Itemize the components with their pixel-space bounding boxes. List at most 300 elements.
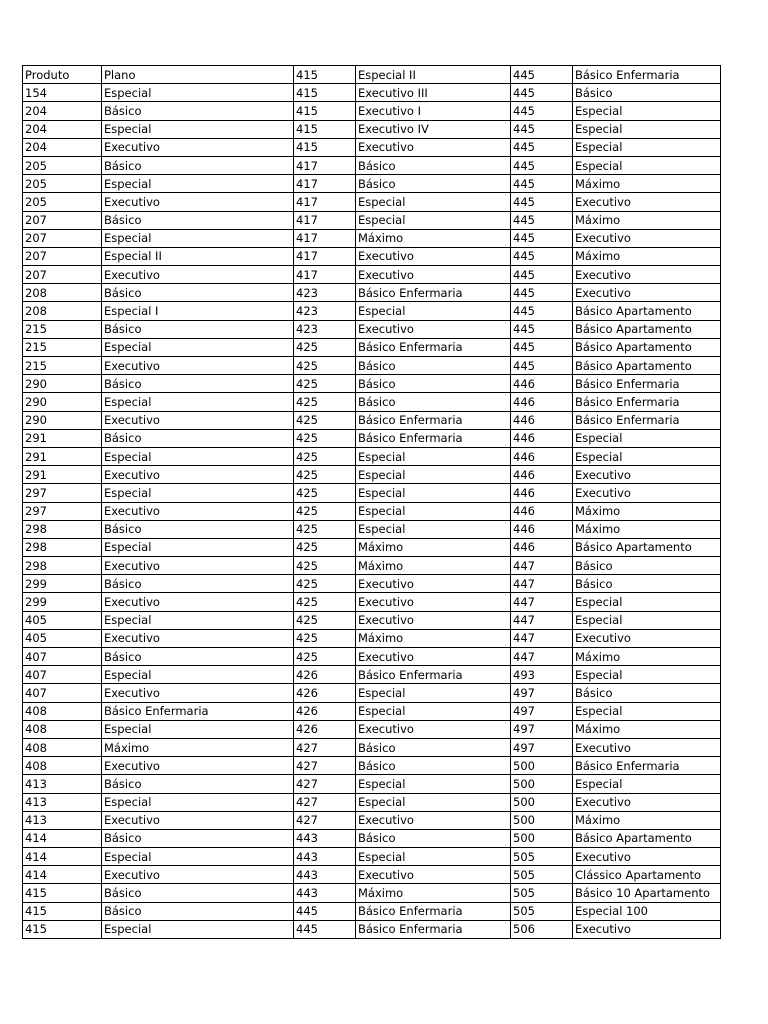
plano-cell: Especial [102, 666, 294, 684]
table-row [23, 902, 721, 920]
plano-cell: Executivo [573, 229, 721, 247]
produto-cell: 407 [23, 684, 102, 702]
plano-cell: Básico Apartamento [573, 302, 721, 320]
plano-cell: Máximo [573, 720, 721, 738]
plano-cell: Especial [573, 102, 721, 120]
plano-cell: Executivo [573, 284, 721, 302]
produto-cell: 207 [23, 247, 102, 265]
produto-cell: 445 [294, 920, 356, 938]
plano-cell: Especial I [102, 302, 294, 320]
produto-cell: 500 [511, 811, 573, 829]
plano-cell: Máximo [573, 211, 721, 229]
produto-cell: 427 [294, 757, 356, 775]
produto-cell: 425 [294, 629, 356, 647]
plano-cell: Executivo [356, 593, 511, 611]
table-row [23, 102, 721, 120]
table-row [23, 884, 721, 902]
produto-cell: 405 [23, 611, 102, 629]
produto-cell: 414 [23, 829, 102, 847]
produto-cell: 204 [23, 138, 102, 156]
plano-cell: Especial [356, 447, 511, 465]
plano-cell: Máximo [573, 520, 721, 538]
plano-cell: Máximo [573, 502, 721, 520]
plano-cell: Especial II [102, 247, 294, 265]
produto-cell: 426 [294, 720, 356, 738]
plano-cell: Executivo [356, 811, 511, 829]
produto-cell: 425 [294, 429, 356, 447]
produto-cell: 415 [294, 138, 356, 156]
plano-cell: Básico [102, 902, 294, 920]
produto-cell: 417 [294, 193, 356, 211]
produto-cell: 298 [23, 557, 102, 575]
produto-cell: 417 [294, 229, 356, 247]
table-row [23, 502, 721, 520]
plano-cell: Especial [356, 702, 511, 720]
produto-cell: 415 [23, 920, 102, 938]
plano-cell: Executivo [102, 811, 294, 829]
plano-cell: Executivo [102, 684, 294, 702]
produto-cell: 425 [294, 393, 356, 411]
produto-cell: 497 [511, 738, 573, 756]
table-row [23, 320, 721, 338]
plano-cell: Básico [356, 375, 511, 393]
produto-cell: 415 [23, 902, 102, 920]
plano-cell: Executivo [102, 138, 294, 156]
produto-cell: 443 [294, 848, 356, 866]
plano-cell: Executivo [356, 138, 511, 156]
plano-cell: Executivo [102, 557, 294, 575]
produto-cell: 413 [23, 793, 102, 811]
plano-cell: Executivo [102, 629, 294, 647]
produto-cell: 414 [23, 866, 102, 884]
header-row [23, 66, 721, 84]
produto-cell: 417 [294, 211, 356, 229]
produto-cell: 447 [511, 611, 573, 629]
table-row [23, 375, 721, 393]
produto-cell: 446 [511, 502, 573, 520]
plano-cell: Básico [102, 884, 294, 902]
produto-cell: 407 [23, 666, 102, 684]
produto-cell: 505 [511, 866, 573, 884]
plano-cell: Básico [356, 357, 511, 375]
produto-cell: 426 [294, 666, 356, 684]
produto-cell: 445 [294, 902, 356, 920]
plano-cell: Máximo [356, 629, 511, 647]
produto-cell: 446 [511, 447, 573, 465]
produto-cell: 446 [511, 375, 573, 393]
table-row [23, 338, 721, 356]
plano-cell: Básico Enfermaria [573, 411, 721, 429]
plano-cell: Especial [356, 520, 511, 538]
plano-cell: Máximo [356, 884, 511, 902]
produto-cell: 500 [511, 757, 573, 775]
produto-cell: 500 [511, 793, 573, 811]
produto-cell: Produto [23, 66, 102, 84]
produto-cell: 154 [23, 84, 102, 102]
plano-cell: Executivo [573, 629, 721, 647]
produto-cell: 427 [294, 793, 356, 811]
plano-cell: Executivo [102, 266, 294, 284]
table-row [23, 84, 721, 102]
produto-cell: 445 [511, 175, 573, 193]
plano-cell: Especial [573, 447, 721, 465]
plano-cell: Máximo [102, 738, 294, 756]
plano-cell: Básico [102, 102, 294, 120]
plano-cell: Executivo [356, 266, 511, 284]
table-row [23, 848, 721, 866]
plano-cell: Básico [102, 284, 294, 302]
produto-cell: 425 [294, 357, 356, 375]
table-row [23, 538, 721, 556]
produto-cell: 290 [23, 411, 102, 429]
produto-cell: 425 [294, 648, 356, 666]
produto-cell: 297 [23, 484, 102, 502]
plano-cell: Básico Enfermaria [573, 375, 721, 393]
produto-cell: 427 [294, 811, 356, 829]
plano-cell: Especial [573, 775, 721, 793]
produto-cell: 205 [23, 175, 102, 193]
plano-cell: Especial [356, 793, 511, 811]
produto-cell: 299 [23, 593, 102, 611]
plano-cell: Básico Enfermaria [573, 393, 721, 411]
plano-cell: Executivo [356, 648, 511, 666]
plano-cell: Básico [356, 829, 511, 847]
plano-cell: Básico Enfermaria [356, 920, 511, 938]
table-row [23, 775, 721, 793]
plano-cell: Básico Enfermaria [573, 66, 721, 84]
plano-cell: Básico [102, 375, 294, 393]
produto-cell: 408 [23, 757, 102, 775]
plano-cell: Especial [102, 611, 294, 629]
produto-cell: 425 [294, 611, 356, 629]
plano-cell: Básico Enfermaria [356, 284, 511, 302]
plano-cell: Especial [102, 920, 294, 938]
plano-cell: Máximo [573, 811, 721, 829]
plano-cell: Especial [356, 848, 511, 866]
produto-cell: 425 [294, 466, 356, 484]
produto-cell: 426 [294, 684, 356, 702]
table-row [23, 629, 721, 647]
plano-cell: Básico Enfermaria [356, 666, 511, 684]
product-plan-table [22, 65, 721, 939]
produto-cell: 299 [23, 575, 102, 593]
produto-cell: 445 [511, 302, 573, 320]
produto-cell: 207 [23, 211, 102, 229]
produto-cell: 204 [23, 102, 102, 120]
produto-cell: 298 [23, 520, 102, 538]
produto-cell: 415 [294, 102, 356, 120]
table-row [23, 302, 721, 320]
produto-cell: 425 [294, 557, 356, 575]
plano-cell: Executivo III [356, 84, 511, 102]
produto-cell: 291 [23, 466, 102, 484]
produto-cell: 415 [294, 66, 356, 84]
plano-cell: Especial [102, 720, 294, 738]
table-row [23, 411, 721, 429]
plano-cell: Executivo I [356, 102, 511, 120]
plano-cell: Especial [573, 666, 721, 684]
plano-cell: Executivo [573, 484, 721, 502]
produto-cell: 215 [23, 338, 102, 356]
plano-cell: Especial [356, 684, 511, 702]
table-row [23, 575, 721, 593]
produto-cell: 445 [511, 338, 573, 356]
plano-cell: Executivo [573, 466, 721, 484]
produto-cell: 423 [294, 320, 356, 338]
table-row [23, 920, 721, 938]
plano-cell: Máximo [356, 538, 511, 556]
plano-cell: Básico Enfermaria [356, 429, 511, 447]
produto-cell: 445 [511, 284, 573, 302]
plano-cell: Executivo [573, 738, 721, 756]
plano-cell: Executivo [356, 611, 511, 629]
produto-cell: 446 [511, 429, 573, 447]
produto-cell: 445 [511, 320, 573, 338]
plano-cell: Básico [573, 557, 721, 575]
plano-cell: Executivo [356, 720, 511, 738]
plano-cell: Máximo [356, 557, 511, 575]
plano-cell: Especial [102, 538, 294, 556]
plano-cell: Executivo IV [356, 120, 511, 138]
table-row [23, 193, 721, 211]
plano-cell: Básico [573, 684, 721, 702]
table-row [23, 757, 721, 775]
produto-cell: 425 [294, 593, 356, 611]
table-row [23, 829, 721, 847]
plano-cell: Básico 10 Apartamento [573, 884, 721, 902]
produto-cell: 447 [511, 557, 573, 575]
produto-cell: 205 [23, 156, 102, 174]
produto-cell: 415 [294, 120, 356, 138]
plano-cell: Especial [102, 447, 294, 465]
produto-cell: 447 [511, 575, 573, 593]
produto-cell: 445 [511, 229, 573, 247]
plano-cell: Básico [102, 520, 294, 538]
plano-cell: Executivo [102, 757, 294, 775]
plano-cell: Básico [102, 211, 294, 229]
plano-cell: Básico [102, 648, 294, 666]
produto-cell: 445 [511, 102, 573, 120]
table-row [23, 393, 721, 411]
produto-cell: 290 [23, 375, 102, 393]
table-row [23, 266, 721, 284]
plano-cell: Especial [356, 193, 511, 211]
produto-cell: 427 [294, 738, 356, 756]
produto-cell: 443 [294, 829, 356, 847]
produto-cell: 291 [23, 429, 102, 447]
produto-cell: 446 [511, 520, 573, 538]
plano-cell: Básico Apartamento [573, 338, 721, 356]
plano-cell: Básico [356, 738, 511, 756]
table-row [23, 357, 721, 375]
plano-cell: Básico [573, 575, 721, 593]
produto-cell: 417 [294, 175, 356, 193]
produto-cell: 417 [294, 156, 356, 174]
plano-cell: Máximo [573, 247, 721, 265]
produto-cell: 408 [23, 702, 102, 720]
plano-cell: Especial [102, 393, 294, 411]
plano-cell: Executivo [102, 411, 294, 429]
produto-cell: 425 [294, 447, 356, 465]
table-body [23, 66, 721, 939]
plano-cell: Básico Apartamento [573, 357, 721, 375]
plano-cell: Executivo [102, 502, 294, 520]
produto-cell: 505 [511, 848, 573, 866]
produto-cell: 208 [23, 302, 102, 320]
produto-cell: 415 [294, 84, 356, 102]
produto-cell: 446 [511, 393, 573, 411]
produto-cell: 425 [294, 338, 356, 356]
produto-cell: 297 [23, 502, 102, 520]
plano-cell: Executivo [573, 193, 721, 211]
plano-cell: Especial [573, 429, 721, 447]
produto-cell: 447 [511, 629, 573, 647]
produto-cell: 445 [511, 120, 573, 138]
plano-cell: Especial [356, 502, 511, 520]
plano-cell: Máximo [356, 229, 511, 247]
produto-cell: 290 [23, 393, 102, 411]
produto-cell: 445 [511, 193, 573, 211]
table-row [23, 811, 721, 829]
produto-cell: 291 [23, 447, 102, 465]
produto-cell: 497 [511, 720, 573, 738]
produto-cell: 408 [23, 720, 102, 738]
plano-cell: Básico [356, 175, 511, 193]
produto-cell: 205 [23, 193, 102, 211]
plano-cell: Básico Enfermaria [356, 338, 511, 356]
plano-cell: Especial [573, 120, 721, 138]
table-row [23, 284, 721, 302]
produto-cell: 447 [511, 648, 573, 666]
produto-cell: 413 [23, 811, 102, 829]
produto-cell: 447 [511, 593, 573, 611]
produto-cell: 423 [294, 302, 356, 320]
plano-cell: Executivo [573, 848, 721, 866]
produto-cell: 415 [23, 884, 102, 902]
plano-cell: Executivo [102, 357, 294, 375]
plano-cell: Executivo [356, 247, 511, 265]
produto-cell: 446 [511, 538, 573, 556]
produto-cell: 443 [294, 884, 356, 902]
produto-cell: 207 [23, 229, 102, 247]
produto-cell: 505 [511, 902, 573, 920]
plano-cell: Especial [102, 848, 294, 866]
plano-cell: Especial [573, 138, 721, 156]
table-row [23, 738, 721, 756]
plano-cell: Especial 100 [573, 902, 721, 920]
table-row [23, 793, 721, 811]
produto-cell: 425 [294, 484, 356, 502]
plano-cell: Básico [102, 575, 294, 593]
produto-cell: 497 [511, 684, 573, 702]
plano-cell: Básico [573, 84, 721, 102]
produto-cell: 204 [23, 120, 102, 138]
plano-cell: Especial [102, 793, 294, 811]
produto-cell: 207 [23, 266, 102, 284]
plano-cell: Especial [102, 484, 294, 502]
plano-cell: Básico [102, 775, 294, 793]
table-row [23, 648, 721, 666]
produto-cell: 445 [511, 66, 573, 84]
produto-cell: 425 [294, 575, 356, 593]
produto-cell: 446 [511, 466, 573, 484]
produto-cell: 425 [294, 502, 356, 520]
plano-cell: Máximo [573, 648, 721, 666]
table-row [23, 211, 721, 229]
produto-cell: 298 [23, 538, 102, 556]
produto-cell: 445 [511, 84, 573, 102]
table-row [23, 484, 721, 502]
table-row [23, 720, 721, 738]
plano-cell: Básico Enfermaria [102, 702, 294, 720]
produto-cell: 445 [511, 156, 573, 174]
produto-cell: 506 [511, 920, 573, 938]
produto-cell: 208 [23, 284, 102, 302]
table-row [23, 447, 721, 465]
plano-cell: Básico Apartamento [573, 538, 721, 556]
table-row [23, 611, 721, 629]
plano-cell: Especial [356, 484, 511, 502]
plano-cell: Especial [356, 302, 511, 320]
table-row [23, 684, 721, 702]
plano-cell: Básico [102, 429, 294, 447]
plano-cell: Executivo [573, 920, 721, 938]
produto-cell: 426 [294, 702, 356, 720]
plano-cell: Especial [102, 120, 294, 138]
plano-cell: Especial [102, 229, 294, 247]
plano-cell: Plano [102, 66, 294, 84]
table-row [23, 138, 721, 156]
plano-cell: Executivo [102, 466, 294, 484]
plano-cell: Executivo [102, 193, 294, 211]
table-row [23, 156, 721, 174]
table-row [23, 866, 721, 884]
produto-cell: 425 [294, 538, 356, 556]
plano-cell: Executivo [102, 866, 294, 884]
plano-cell: Básico [356, 156, 511, 174]
table-row [23, 229, 721, 247]
produto-cell: 425 [294, 411, 356, 429]
table-row [23, 593, 721, 611]
table-row [23, 702, 721, 720]
table-row [23, 120, 721, 138]
plano-cell: Máximo [573, 175, 721, 193]
produto-cell: 446 [511, 484, 573, 502]
plano-cell: Executivo [573, 793, 721, 811]
plano-cell: Especial [102, 84, 294, 102]
plano-cell: Básico Apartamento [573, 320, 721, 338]
plano-cell: Básico Enfermaria [356, 411, 511, 429]
plano-cell: Básico [102, 156, 294, 174]
produto-cell: 425 [294, 375, 356, 393]
plano-cell: Básico Apartamento [573, 829, 721, 847]
produto-cell: 423 [294, 284, 356, 302]
produto-cell: 413 [23, 775, 102, 793]
produto-cell: 505 [511, 884, 573, 902]
table-row [23, 666, 721, 684]
plano-cell: Executivo [356, 866, 511, 884]
produto-cell: 417 [294, 266, 356, 284]
plano-cell: Básico [102, 320, 294, 338]
plano-cell: Executivo [356, 575, 511, 593]
produto-cell: 446 [511, 411, 573, 429]
plano-cell: Executivo [573, 266, 721, 284]
plano-cell: Executivo [102, 593, 294, 611]
plano-cell: Especial [573, 611, 721, 629]
produto-cell: 445 [511, 357, 573, 375]
produto-cell: 215 [23, 320, 102, 338]
produto-cell: 497 [511, 702, 573, 720]
